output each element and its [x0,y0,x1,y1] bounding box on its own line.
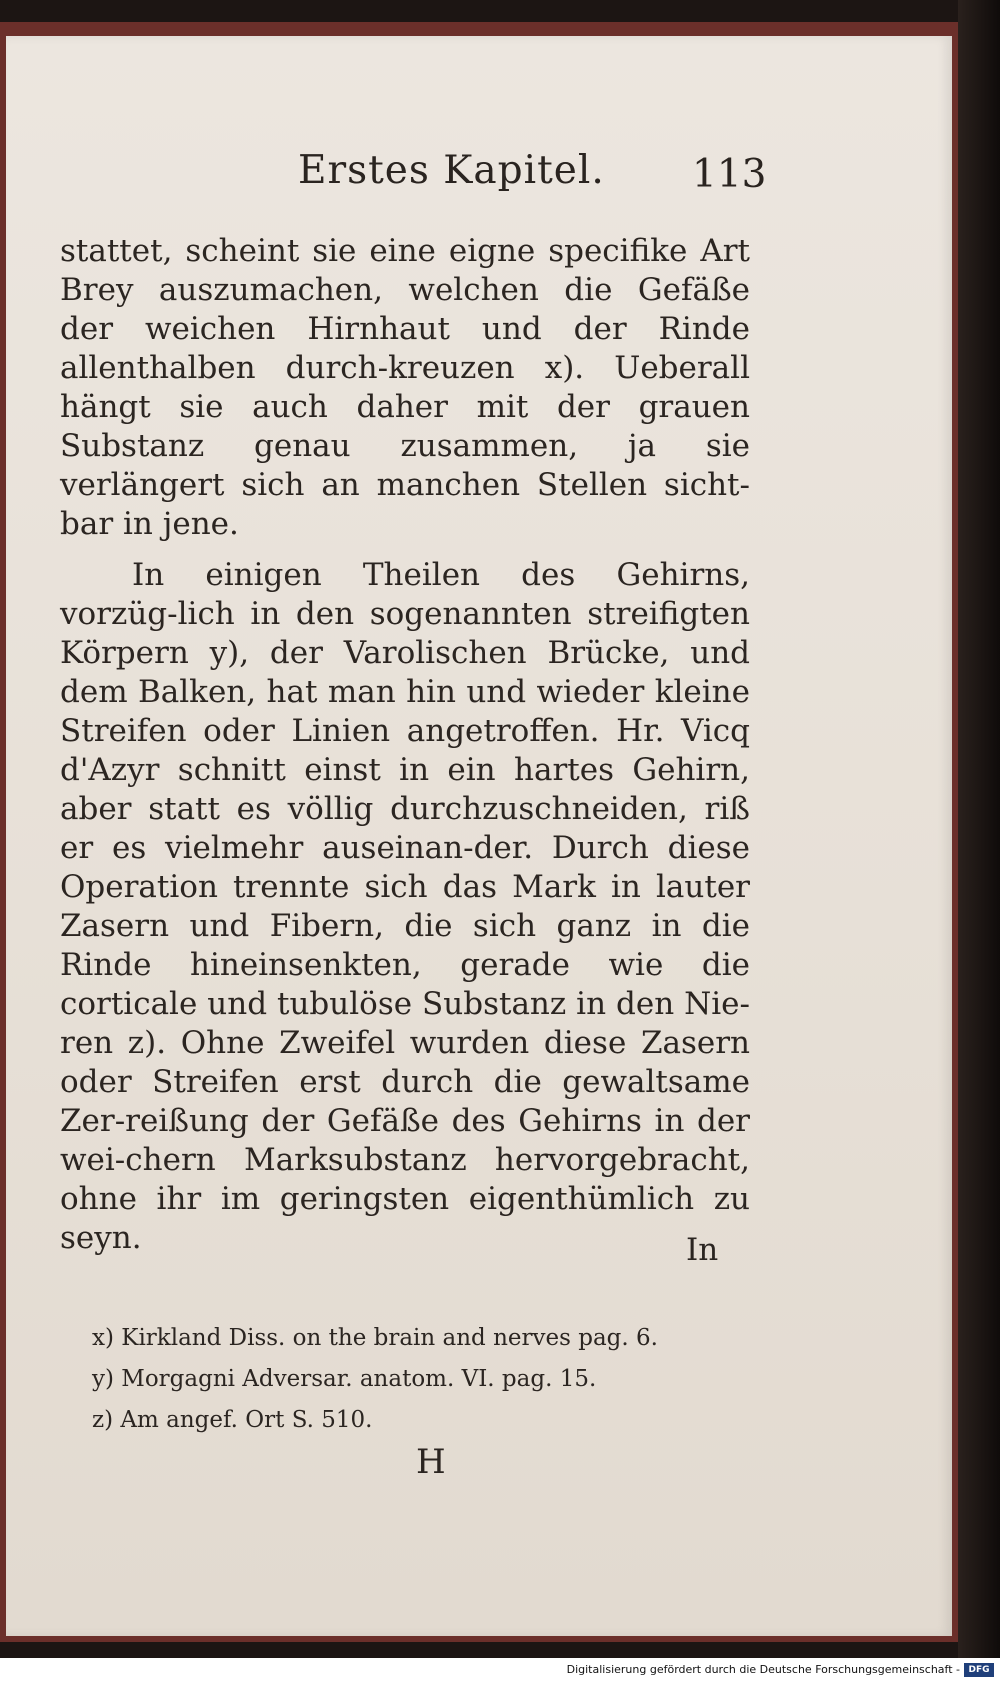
paragraph-1: stattet, scheint sie eine eigne specifike Art Brey auszumachen, welchen die Gefäße der weichen Hirnhaut und der Rinde allenthalben durch-kreuzen x). Ueberall hängt sie auch daher mit der grauen Substanz genau zusammen, ja sie verlängert sich an manchen Stellen sicht-bar in jene. [60,233,750,542]
page-number: 113 [692,152,767,197]
footnote-z: z) Am angef. Ort S. 510. [92,1407,373,1433]
catchword: In [686,1232,719,1268]
credit-text: Digitalisierung gefördert durch die Deutsche Forschungsgemeinschaft - [566,1663,960,1676]
dfg-logo-icon: DFG [964,1663,994,1677]
running-head: Erstes Kapitel. [298,148,605,193]
paragraph-2: In einigen Theilen des Gehirns, vorzüg-lich in den sogenannten streifigten Körpern y), der Varolischen Brücke, und dem Balken, hat man hin und wieder kleine Streifen oder Linien angetroffen. Hr. Vicq d'Azyr schnitt einst in ein hartes Gehirn, aber statt es völlig durchzuschneiden, riß er es vielmehr auseinan-der. Durch diese Operation trennte sich das Mark in lauter Zasern und Fibern, die sich ganz in die Rinde hineinsenkten, gerade wie die corticale und tubulöse Substanz in den Nie-ren z). Ohne Zweifel wurden diese Zasern oder Streifen erst durch die gewaltsame Zer-reißung der Gefäße des Gehirns in der wei-chern Marksubstanz hervorgebracht, ohne ihr im geringsten eigenthümlich zu seyn. [60,557,750,1256]
page-header [6,148,952,208]
book-gutter [958,0,1000,1658]
footnotes [92,1318,732,1441]
signature-mark: H [416,1442,446,1482]
footnote-y: y) Morgagni Adversar. anatom. VI. pag. 15. [92,1366,597,1392]
credit-bar [0,1658,1000,1683]
footnote-x: x) Kirkland Diss. on the brain and nerves pag. 6. [92,1325,658,1351]
book-page [6,36,952,1636]
